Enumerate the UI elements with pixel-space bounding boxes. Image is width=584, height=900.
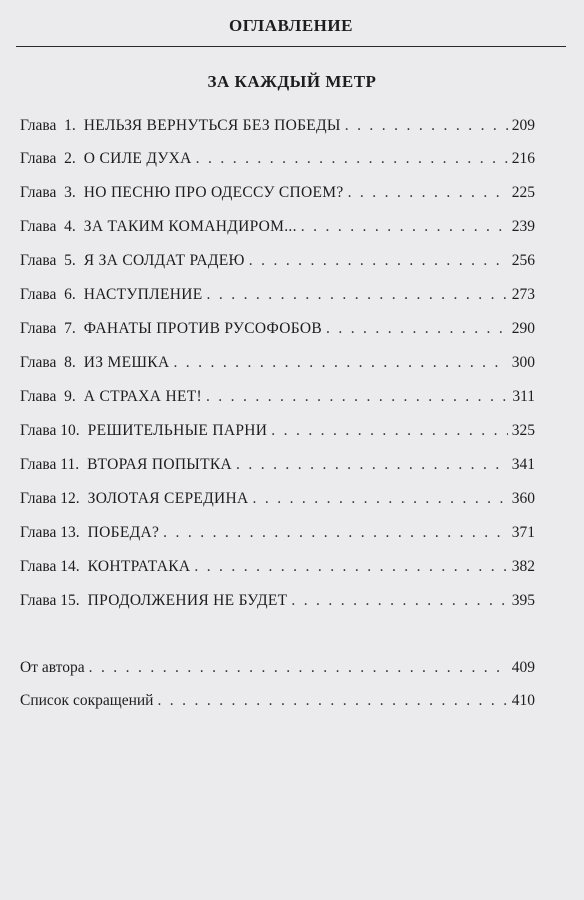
chapter-title: О СИЛЕ ДУХА (83, 150, 192, 167)
toc-entry-chapter-2[interactable] (20, 150, 535, 172)
chapter-title: ПРОДОЛЖЕНИЯ НЕ БУДЕТ (87, 592, 288, 609)
toc-entry-chapter-9[interactable] (20, 388, 535, 410)
chapter-prefix: Глава 8. (20, 354, 76, 371)
chapter-prefix: Глава 5. (20, 252, 76, 269)
chapter-prefix: Глава 12. (20, 490, 80, 507)
dot-leader (249, 252, 508, 270)
chapter-title: ЗОЛОТАЯ СЕРЕДИНА (87, 490, 249, 507)
page-number: 325 (511, 422, 535, 439)
page-number: 371 (511, 524, 535, 541)
page-number: 382 (511, 558, 535, 575)
page-number: 341 (511, 456, 535, 473)
page-number: 410 (511, 692, 535, 709)
chapter-title: НЕЛЬЗЯ ВЕРНУТЬСЯ БЕЗ ПОБЕДЫ (83, 117, 341, 134)
toc-entry-chapter-13[interactable] (20, 524, 535, 546)
chapter-title: ИЗ МЕШКА (83, 354, 170, 371)
toc-entry-chapter-14[interactable] (20, 558, 535, 580)
chapter-title: А СТРАХА НЕТ! (83, 388, 202, 405)
toc-entry-chapter-6[interactable] (20, 286, 535, 308)
chapter-title: КОНТРАТАКА (87, 558, 191, 575)
chapter-title: ПОБЕДА? (87, 524, 160, 541)
page-number: 360 (511, 490, 535, 507)
chapter-prefix: Глава 13. (20, 524, 80, 541)
page-number: 300 (511, 354, 535, 371)
dot-leader (271, 422, 507, 440)
page-number: 239 (511, 218, 535, 235)
dot-leader (173, 354, 507, 372)
toc-entry-chapter-3[interactable] (20, 184, 535, 206)
dot-leader (345, 117, 508, 135)
toc-entry-chapter-8[interactable] (20, 354, 535, 376)
page-header (16, 10, 566, 47)
chapter-title: ФАНАТЫ ПРОТИВ РУСОФОБОВ (83, 320, 322, 337)
page-number: 256 (511, 252, 535, 269)
chapter-prefix: Глава 10. (20, 422, 80, 439)
chapter-prefix: Глава 6. (20, 286, 76, 303)
chapter-title: РЕШИТЕЛЬНЫЕ ПАРНИ (87, 422, 268, 439)
chapter-title: Я ЗА СОЛДАТ РАДЕЮ (83, 252, 245, 269)
chapter-prefix: Глава 2. (20, 150, 76, 167)
toc-entry-chapter-15[interactable] (20, 592, 535, 614)
toc-entry-author-note[interactable] (20, 659, 535, 681)
chapter-prefix: Глава 3. (20, 184, 76, 201)
toc-entry-chapter-4[interactable] (20, 218, 535, 240)
page-number: 409 (511, 659, 535, 676)
page-number: 311 (512, 388, 535, 405)
chapter-prefix: Глава 14. (20, 558, 80, 575)
chapter-prefix: Глава 7. (20, 320, 76, 337)
chapter-title: ЗА ТАКИМ КОМАНДИРОМ... (83, 218, 297, 235)
dot-leader (196, 150, 508, 168)
chapter-prefix: Глава 4. (20, 218, 76, 235)
toc-entry-chapter-10[interactable] (20, 422, 535, 444)
toc-entry-abbreviations[interactable] (20, 692, 535, 714)
chapter-prefix: Глава 1. (20, 117, 76, 134)
dot-leader (348, 184, 508, 202)
page-number: 395 (511, 592, 535, 609)
dot-leader (89, 659, 508, 677)
dot-leader (163, 524, 508, 542)
dot-leader (206, 388, 508, 406)
page-title: ОГЛАВЛЕНИЕ (229, 16, 353, 35)
dot-leader (301, 218, 508, 236)
chapter-title: НАСТУПЛЕНИЕ (83, 286, 203, 303)
page-number: 290 (511, 320, 535, 337)
chapter-title: ВТОРАЯ ПОПЫТКА (87, 456, 233, 473)
toc-entry-chapter-11[interactable] (20, 456, 535, 478)
toc-entry-chapter-12[interactable] (20, 490, 535, 512)
dot-leader (207, 286, 508, 304)
dot-leader (194, 558, 507, 576)
entry-title: От автора (20, 659, 85, 676)
chapter-title: НО ПЕСНЮ ПРО ОДЕССУ СПОЕМ? (83, 184, 344, 201)
chapter-prefix: Глава 9. (20, 388, 76, 405)
page-number: 216 (511, 150, 535, 167)
toc-entry-chapter-1[interactable] (20, 117, 535, 139)
page-number: 273 (511, 286, 535, 303)
entry-title: Список сокращений (20, 692, 154, 709)
dot-leader (157, 692, 507, 710)
dot-leader (253, 490, 508, 508)
dot-leader (326, 320, 508, 338)
chapter-prefix: Глава 15. (20, 592, 80, 609)
dot-leader (236, 456, 508, 474)
toc-entry-chapter-7[interactable] (20, 320, 535, 342)
dot-leader (291, 592, 507, 610)
toc-entry-chapter-5[interactable] (20, 252, 535, 274)
page-number: 209 (511, 117, 535, 134)
page-number: 225 (511, 184, 535, 201)
section-title: ЗА КАЖДЫЙ МЕТР (207, 72, 377, 91)
chapter-prefix: Глава 11. (20, 456, 80, 473)
